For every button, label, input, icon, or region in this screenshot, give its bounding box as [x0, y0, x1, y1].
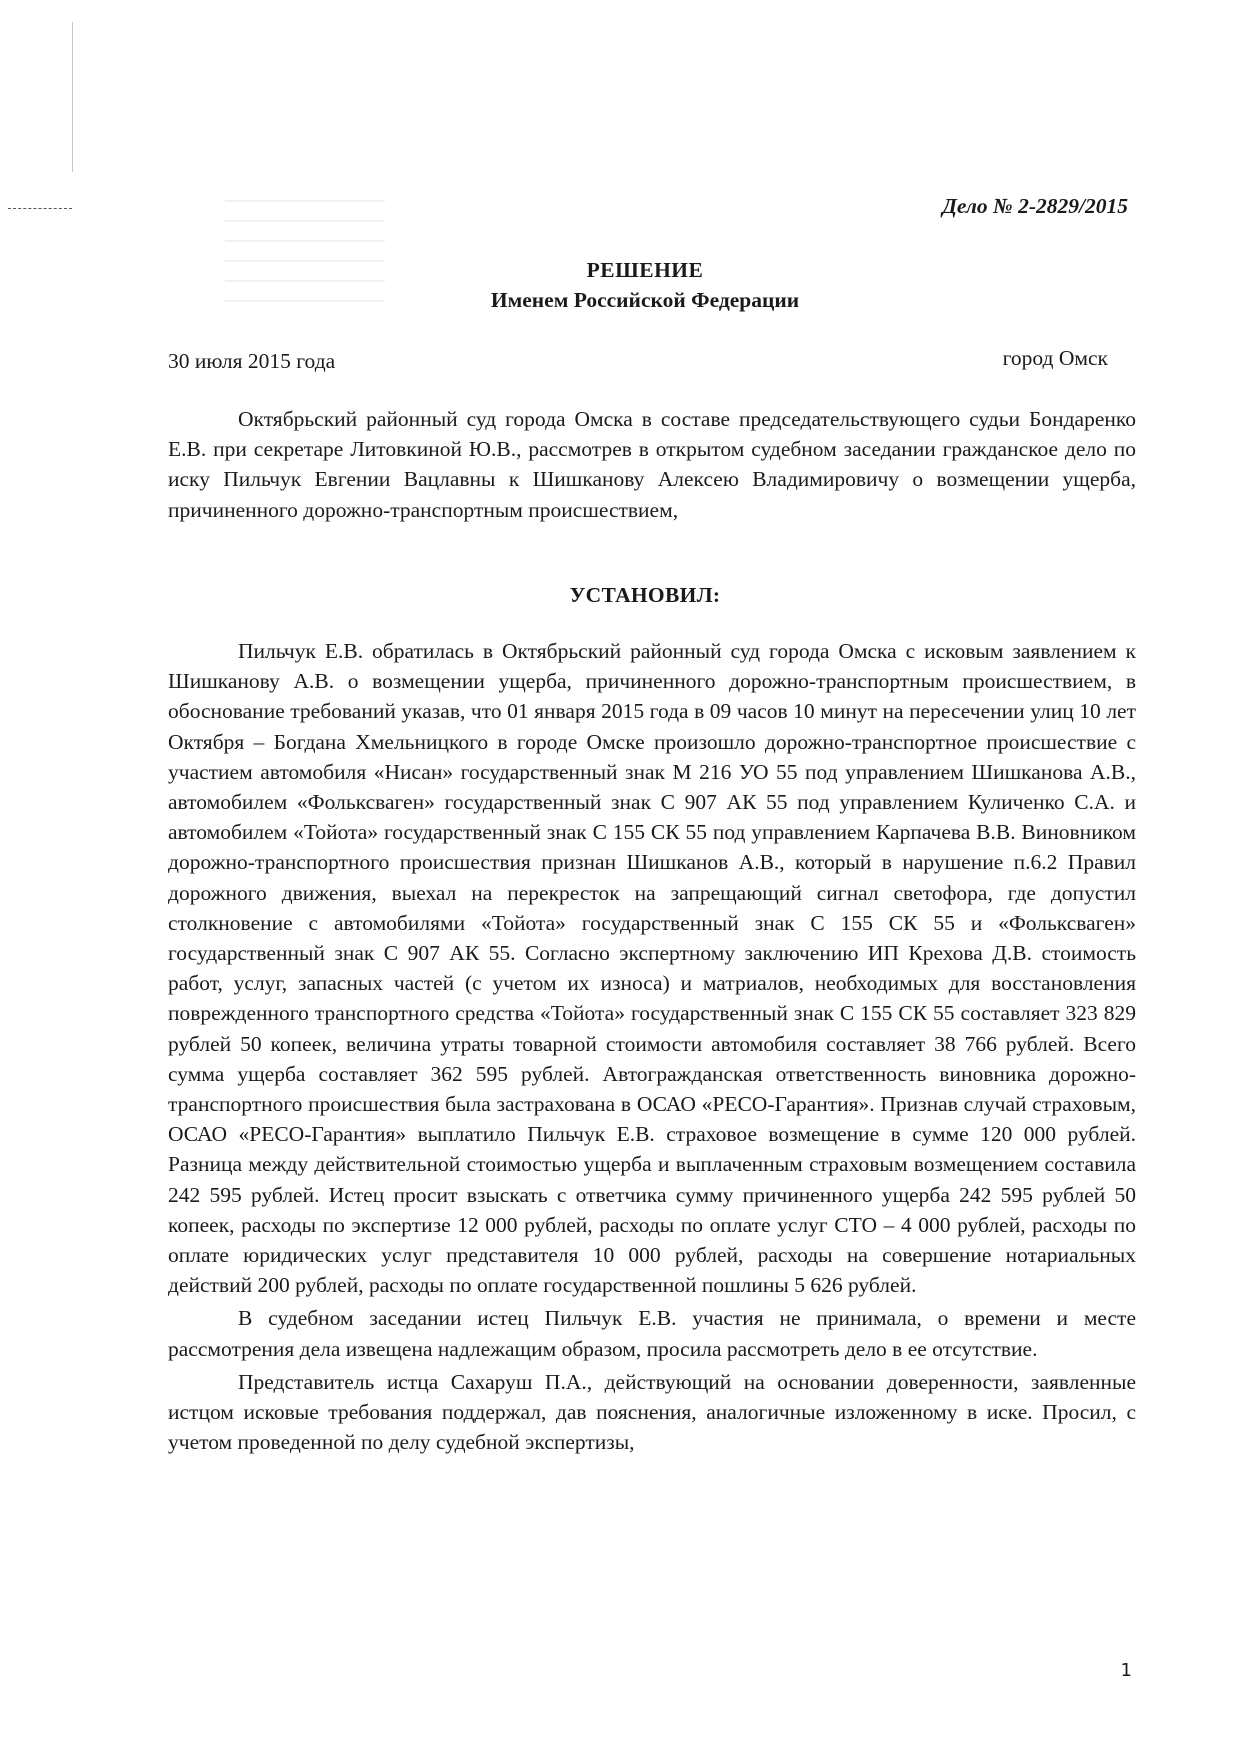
page-number: 1: [1120, 1660, 1132, 1681]
scan-artifact-line: [72, 22, 73, 172]
decision-date: 30 июля 2015 года: [168, 349, 336, 373]
case-number: Дело № 2-2829/2015: [942, 194, 1128, 218]
intro-paragraph: Октябрьский районный суд города Омска в составе председательствующего судьи Бондаренко Е.В. при секретаре Литовкиной Ю.В., рассмотрев в открытом судебном заседании гражданское дело по иску Пильчук Евгении Вацлавны к Шишканову Алексею Владимировичу о возмещении ущерба, причиненного дорожно-транспортным происшествием,: [168, 407, 1136, 522]
paragraph-plaintiff-absence: В судебном заседании истец Пильчук Е.В. участия не принимала, о времени и месте рассмотрения дела извещена надлежащим образом, просила рассмотреть дело в ее отсутствие.: [168, 1306, 1136, 1361]
document-title: РЕШЕНИЕ: [586, 258, 704, 282]
intro-block: [168, 404, 1136, 525]
decision-city: город Омск: [1002, 346, 1108, 370]
paragraph-claim: Пильчук Е.В. обратилась в Октябрьский районный суд города Омска с исковым заявлением к Шишканову А.В. о возмещении ущерба, причиненного дорожно-транспортным происшествием, в обоснование требований указав, что 01 января 2015 года в 09 часов 10 минут на пересечении улиц 10 лет Октября – Богдана Хмельницкого в городе Омске произошло дорожно-транспортное происшествие с участием автомобиля «Нисан» государственный знак М 216 УО 55 под управлением Шишканова А.В., автомобилем «Фольксваген» государственный знак С 907 АК 55 под управлением Куличенко С.А. и автомобилем «Тойота» государственный знак С 155 СК 55 под управлением Карпачева В.В. Виновником дорожно-транспортного происшествия признан Шишканов А.В., который в нарушение п.6.2 Правил дорожного движения, выехал на перекресток на запрещающий сигнал светофора, где допустил столкновение с автомобилями «Тойота» государственный знак С 155 СК 55 и «Фольксваген» государственный знак С 907 АК 55. Согласно экспертному заключению ИП Крехова Д.В. стоимость работ, услуг, запасных частей (с учетом их износа) и матриалов, необходимых для восстановления поврежденного транспортного средства «Тойота» государственный знак С 155 СК 55 составляет 323 829 рублей 50 копеек, величина утраты товарной стоимости автомобиля составляет 38 766 рублей. Всего сумма ущерба составляет 362 595 рублей. Автогражданская ответственность виновника дорожно-транспортного происшествия была застрахована в ОСАО «РЕСО-Гарантия». Признав случай страховым, ОСАО «РЕСО-Гарантия» выплатило Пильчук Е.В. страховое возмещение в сумме 120 000 рублей. Разница между действительной стоимостью ущерба и выплаченным страховым возмещением составила 242 595 рублей. Истец просит взыскать с ответчика сумму причиненного ущерба 242 595 рублей 50 копеек, расходы по экспертизе 12 000 рублей, расходы по оплате услуг СТО – 4 000 рублей, расходы по оплате юридических услуг представителя 10 000 рублей, расходы на совершение нотариальных действий 200 рублей, расходы по оплате государственной пошлины 5 626 рублей.: [168, 639, 1136, 1298]
document-subtitle: Именем Российской Федерации: [490, 288, 800, 312]
body-text: [168, 636, 1136, 1457]
section-heading: УСТАНОВИЛ:: [569, 583, 721, 607]
scan-artifact-dash: [8, 208, 72, 209]
paragraph-representative: Представитель истца Сахаруш П.А., действующий на основании доверенности, заявленные истцом исковые требования поддержал, дав пояснения, аналогичные изложенному в иске. Просил, с учетом проведенной по делу судебной экспертизы,: [168, 1369, 1136, 1455]
